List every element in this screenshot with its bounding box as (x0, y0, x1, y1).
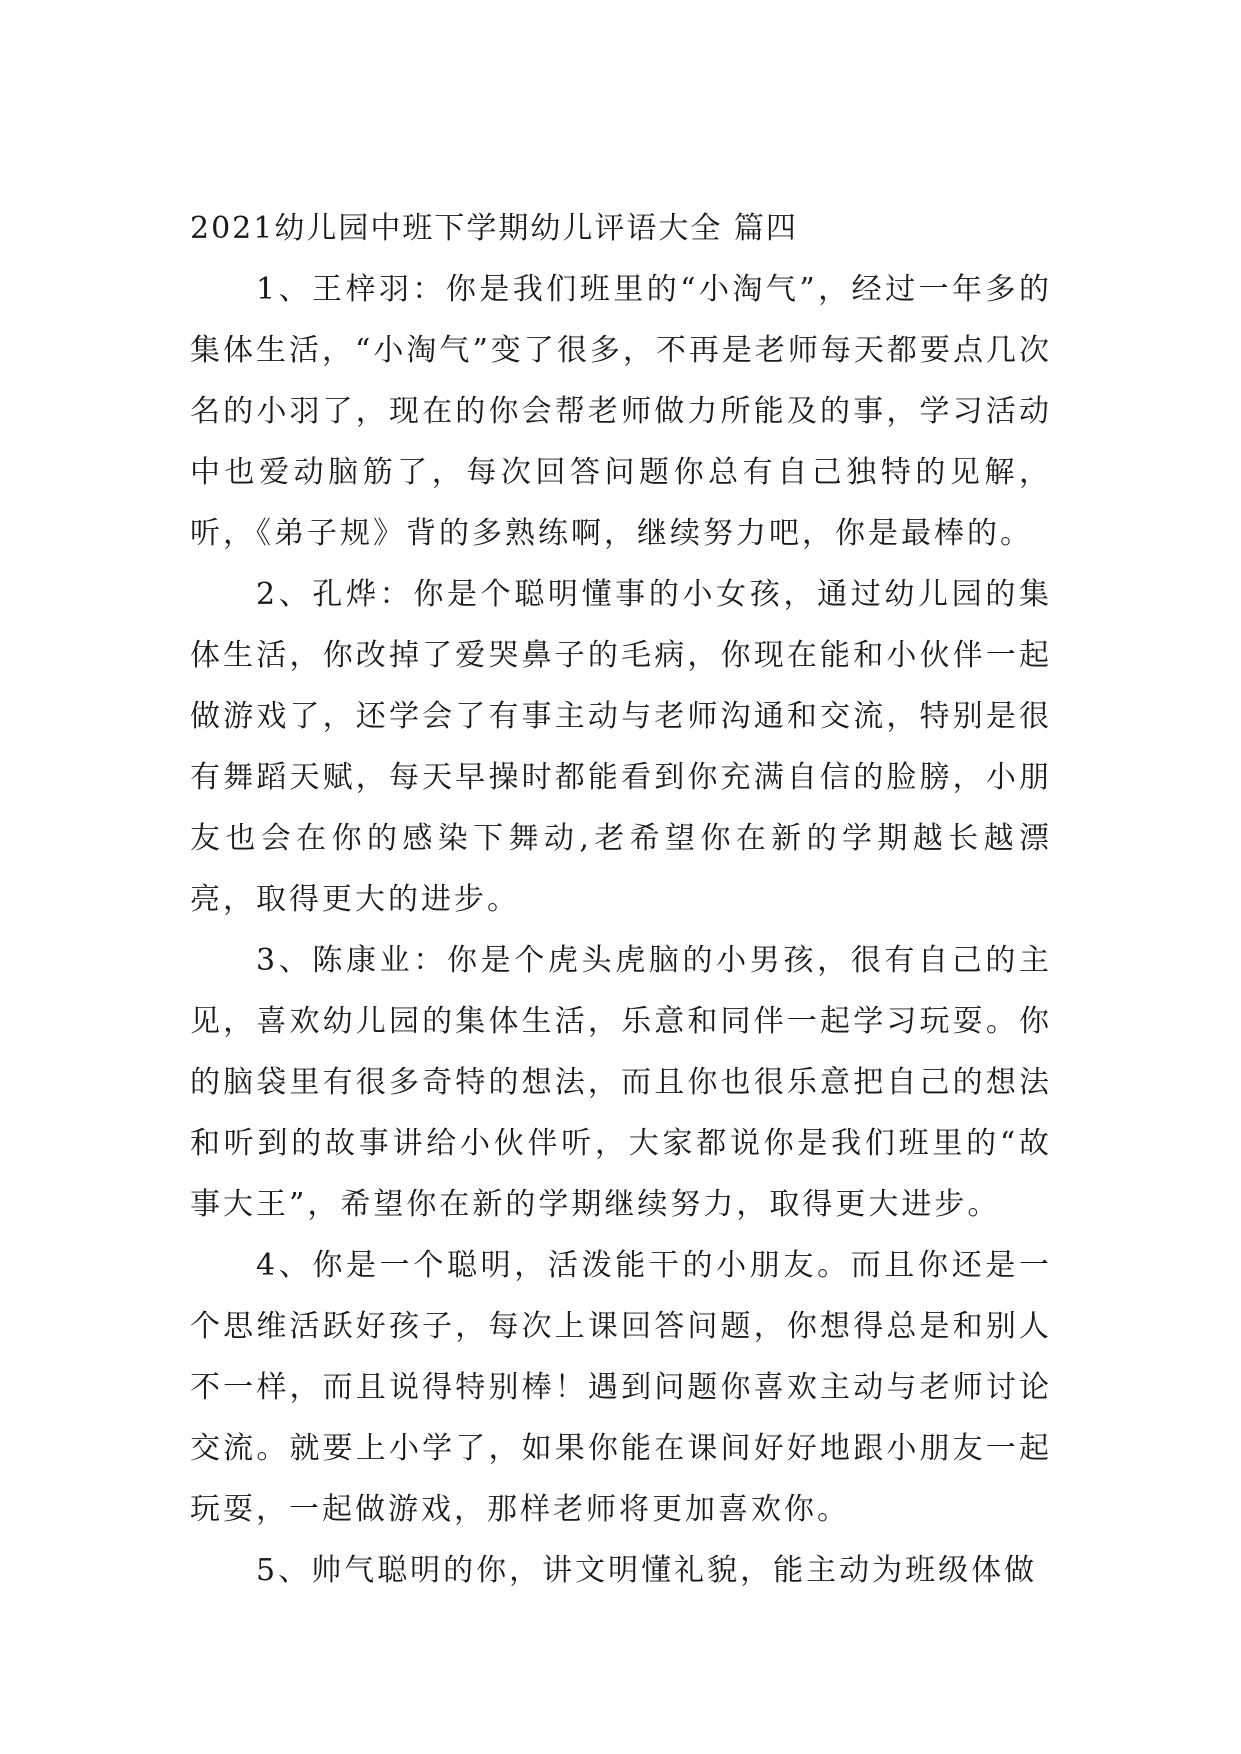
document-title: 2021幼儿园中班下学期幼儿评语大全 篇四 (190, 211, 798, 246)
comment-paragraph-5: 5、帅气聪明的你，讲文明懂礼貌，能主动为班级体做 (256, 1553, 1038, 1588)
comment-paragraph-4: 4、你是一个聪明，活泼能干的小朋友。而且你还是一个思维活跃好孩子，每次上课回答问题，你想得总是和别人不一样，而且说得特别棒！遇到问题你喜欢主动与老师讨论交流。就要上小学了，如果你能在课间好好地跟小朋友一起玩耍，一起做游戏，那样老师将更加喜欢你。 (190, 1248, 1052, 1527)
comment-paragraph-1: 1、王梓羽：你是我们班里的“小淘气”，经过一年多的集体生活，“小淘气”变了很多，不再是老师每天都要点几次名的小羽了，现在的你会帮老师做力所能及的事，学习活动中也爱动脑筋了，每次回答问题你总有自己独特的见解，听，《弟子规》背的多熟练啊，继续努力吧，你是最棒的。 (190, 272, 1052, 551)
comment-paragraph-2: 2、孔烨：你是个聪明懂事的小女孩，通过幼儿园的集体生活，你改掉了爱哭鼻子的毛病，你现在能和小伙伴一起做游戏了，还学会了有事主动与老师沟通和交流，特别是很有舞蹈天赋，每天早操时都能看到你充满自信的脸膀，小朋友也会在你的感染下舞动,老希望你在新的学期越长越漂亮，取得更大的进步。 (190, 577, 1052, 917)
comment-paragraph-3: 3、陈康业：你是个虎头虎脑的小男孩，很有自己的主见，喜欢幼儿园的集体生活，乐意和同伴一起学习玩耍。你的脑袋里有很多奇特的想法，而且你也很乐意把自己的想法和听到的故事讲给小伙伴听，大家都说你是我们班里的“故事大王”，希望你在新的学期继续努力，取得更大进步。 (190, 943, 1052, 1222)
document-body (190, 198, 1052, 1601)
